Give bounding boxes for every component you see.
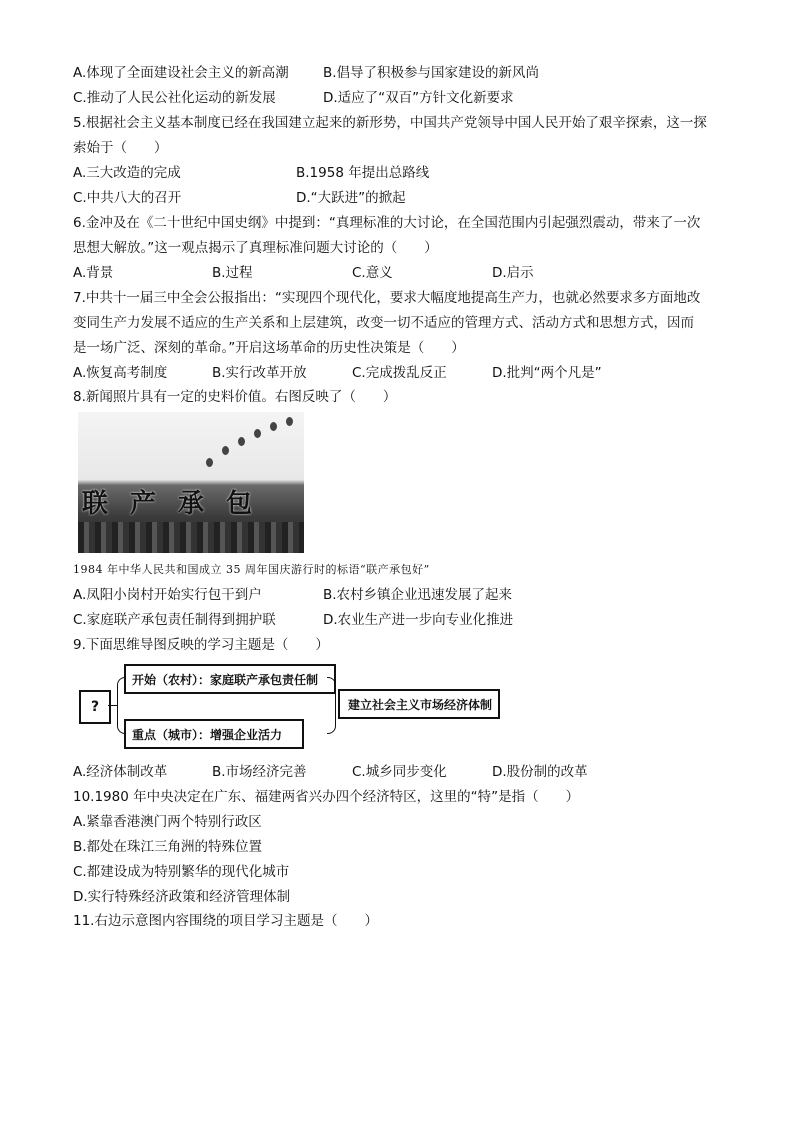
q6-stem-line1: 6.金冲及在《二十世纪中国史纲》中提到：“真理标准的大讨论，在全国范围内引起强烈震动，带来了一次 <box>73 215 701 231</box>
q4-option-a: A.体现了全面建设社会主义的新高潮 <box>73 65 289 81</box>
q10-option-c: C.都建设成为特别繁华的现代化城市 <box>73 864 290 880</box>
balloon-shape <box>206 458 213 467</box>
photo-parade-crowd <box>78 522 304 553</box>
q10-option-d: D.实行特殊经济政策和经济管理体制 <box>73 889 291 905</box>
q6-option-c: C.意义 <box>352 265 393 281</box>
mind-map-result: 建立社会主义市场经济体制 <box>338 689 500 719</box>
q9-option-a: A.经济体制改革 <box>73 764 168 780</box>
q7-option-d: D.批判“两个凡是” <box>492 365 602 381</box>
q8-photo-caption: 1984 年中华人民共和国成立 35 周年国庆游行时的标语“联产承包好” <box>73 563 430 576</box>
balloon-shape <box>254 429 261 438</box>
q7-option-b: B.实行改革开放 <box>212 365 307 381</box>
q7-option-c: C.完成拨乱反正 <box>352 365 447 381</box>
q8-option-c: C.家庭联产承包责任制得到拥护联 <box>73 612 276 628</box>
q5-option-b: B.1958 年提出总路线 <box>296 165 430 181</box>
balloon-shape <box>222 446 229 455</box>
balloon-shape <box>286 417 293 426</box>
q5-stem-line2: 索始于（ ） <box>73 140 168 156</box>
q6-option-a: A.背景 <box>73 265 114 281</box>
mind-map-branch-top: 开始（农村）：家庭联产承包责任制 <box>124 664 336 694</box>
q5-option-d: D.“大跃进”的掀起 <box>296 190 406 206</box>
q5-stem-line1: 5.根据社会主义基本制度已经在我国建立起来的新形势，中国共产党领导中国人民开始了艰辛探索，这一探 <box>73 115 707 131</box>
q7-stem-line2: 变同生产力发展不适应的生产关系和上层建筑，改变一切不适应的管理方式、活动方式和思想方式，因而 <box>73 315 694 331</box>
q4-option-c: C.推动了人民公社化运动的新发展 <box>73 90 276 106</box>
q8-news-photo <box>78 412 304 553</box>
q7-stem-line3: 是一场广泛、深刻的革命。”开启这场革命的历史性决策是（ ） <box>73 340 465 356</box>
q7-stem-line1: 7.中共十一届三中全会公报指出：“实现四个现代化，要求大幅度地提高生产力，也就必然要求多方面地改 <box>73 290 701 306</box>
q6-option-b: B.过程 <box>212 265 253 281</box>
q9-stem: 9.下面思维导图反映的学习主题是（ ） <box>73 637 329 653</box>
q8-stem: 8.新闻照片具有一定的史料价值。右图反映了（ ） <box>73 389 397 405</box>
q6-option-d: D.启示 <box>492 265 534 281</box>
mind-map-bracket <box>327 677 336 734</box>
mind-map-root: ? <box>79 690 111 724</box>
q9-option-b: B.市场经济完善 <box>212 764 307 780</box>
q10-stem: 10.1980 年中央决定在广东、福建两省兴办四个经济特区，这里的“特”是指（ ） <box>73 789 580 805</box>
q6-stem-line2: 思想大解放。”这一观点揭示了真理标准问题大讨论的（ ） <box>73 240 438 256</box>
q8-option-b: B.农村乡镇企业迅速发展了起来 <box>323 587 513 603</box>
mind-map-branch-bottom: 重点（城市）：增强企业活力 <box>124 719 304 749</box>
q5-option-a: A.三大改造的完成 <box>73 165 181 181</box>
q9-option-d: D.股份制的改革 <box>492 764 588 780</box>
q4-option-b: B.倡导了积极参与国家建设的新风尚 <box>323 65 540 81</box>
balloon-shape <box>238 437 245 446</box>
q9-option-c: C.城乡同步变化 <box>352 764 447 780</box>
q11-stem: 11.右边示意图内容围绕的项目学习主题是（ ） <box>73 913 378 929</box>
q10-option-b: B.都处在珠江三角洲的特殊位置 <box>73 839 263 855</box>
q10-option-a: A.紧靠香港澳门两个特别行政区 <box>73 814 262 830</box>
q8-option-a: A.凤阳小岗村开始实行包干到户 <box>73 587 262 603</box>
q8-option-d: D.农业生产进一步向专业化推进 <box>323 612 514 628</box>
q5-option-c: C.中共八大的召开 <box>73 190 182 206</box>
photo-slogan-sign: 联产承包 <box>82 489 275 519</box>
q4-option-d: D.适应了“双百”方针文化新要求 <box>323 90 514 106</box>
balloon-shape <box>270 422 277 431</box>
q7-option-a: A.恢复高考制度 <box>73 365 168 381</box>
